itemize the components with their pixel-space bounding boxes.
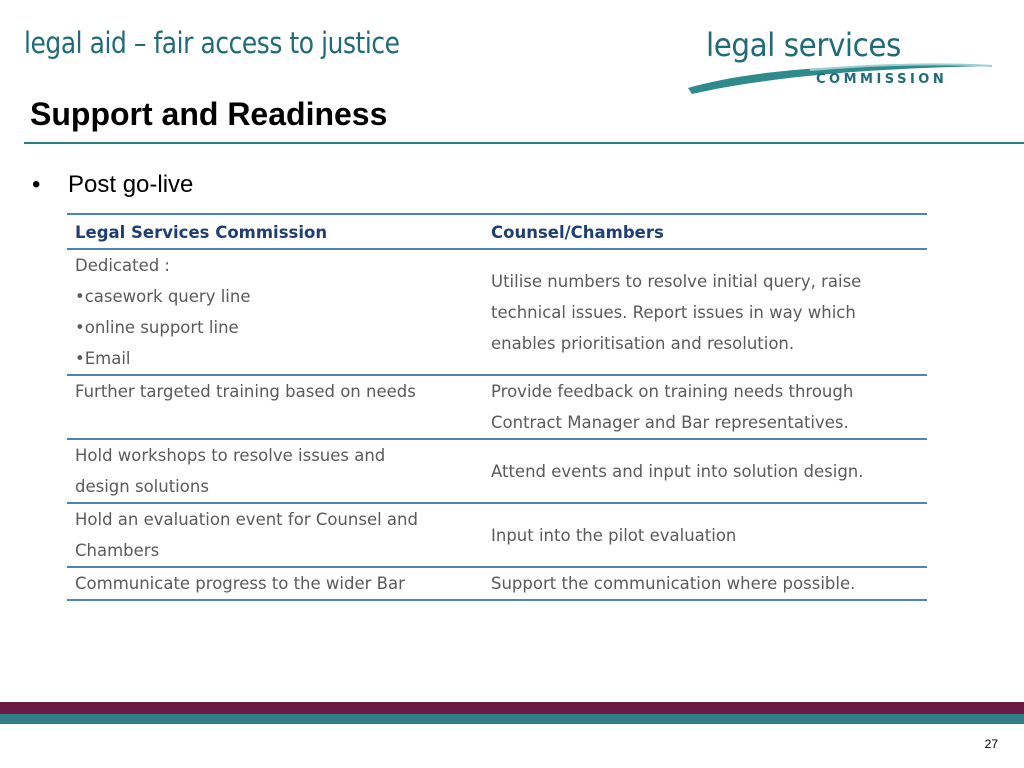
cell-line: Communicate progress to the wider Bar <box>75 574 405 593</box>
cell-line: •casework query line <box>75 287 251 306</box>
cell-lsc <box>67 567 483 600</box>
logo-sub-text: COMMISSION <box>816 72 948 87</box>
column-header-lsc: Legal Services Commission <box>67 214 483 249</box>
table-row <box>67 567 927 600</box>
footer-bar-teal <box>0 714 1024 724</box>
cell-lsc <box>67 375 483 439</box>
table-row <box>67 375 927 439</box>
page-number: 27 <box>984 737 998 751</box>
table-row <box>67 439 927 503</box>
cell-counsel <box>483 439 927 503</box>
table-body <box>67 249 927 600</box>
cell-line: Further targeted training based on needs <box>75 382 416 401</box>
footer-bar-maroon <box>0 702 1024 714</box>
cell-line: Chambers <box>75 541 160 560</box>
table-row <box>67 249 927 375</box>
cell-line: •online support line <box>75 318 239 337</box>
cell-lsc <box>67 439 483 503</box>
table-header-row <box>67 214 927 249</box>
bullet-post-go-live <box>32 171 193 199</box>
cell-line: Input into the pilot evaluation <box>491 525 737 545</box>
cell-line: Attend events and input into solution design. <box>491 461 864 481</box>
table-row <box>67 503 927 567</box>
bullet-text: Post go-live <box>68 171 194 198</box>
cell-line: enables prioritisation and resolution. <box>491 333 795 353</box>
column-header-counsel: Counsel/Chambers <box>483 214 927 249</box>
lsc-logo <box>680 26 1000 98</box>
cell-line: Contract Manager and Bar representatives. <box>491 413 849 432</box>
cell-counsel <box>483 375 927 439</box>
title-divider <box>24 142 1024 144</box>
bullet-dot-icon: • <box>32 171 41 198</box>
support-table <box>67 213 927 601</box>
logo-brand-text: legal services <box>706 26 901 64</box>
cell-line: technical issues. Report issues in way which <box>491 302 856 322</box>
cell-counsel <box>483 567 927 600</box>
tagline: legal aid – fair access to justice <box>24 26 400 60</box>
cell-lsc <box>67 249 483 375</box>
cell-line: design solutions <box>75 477 209 496</box>
cell-line: Dedicated : <box>75 256 170 275</box>
cell-counsel <box>483 503 927 567</box>
cell-counsel <box>483 249 927 375</box>
cell-line: Support the communication where possible. <box>491 574 856 593</box>
slide-title: Support and Readiness <box>30 96 388 132</box>
cell-line: Provide feedback on training needs through <box>491 382 854 401</box>
cell-line: •Email <box>75 349 131 368</box>
cell-line: Hold an evaluation event for Counsel and <box>75 510 418 529</box>
cell-line: Hold workshops to resolve issues and <box>75 446 386 465</box>
cell-lsc <box>67 503 483 567</box>
cell-line: Utilise numbers to resolve initial query, raise <box>491 271 862 291</box>
